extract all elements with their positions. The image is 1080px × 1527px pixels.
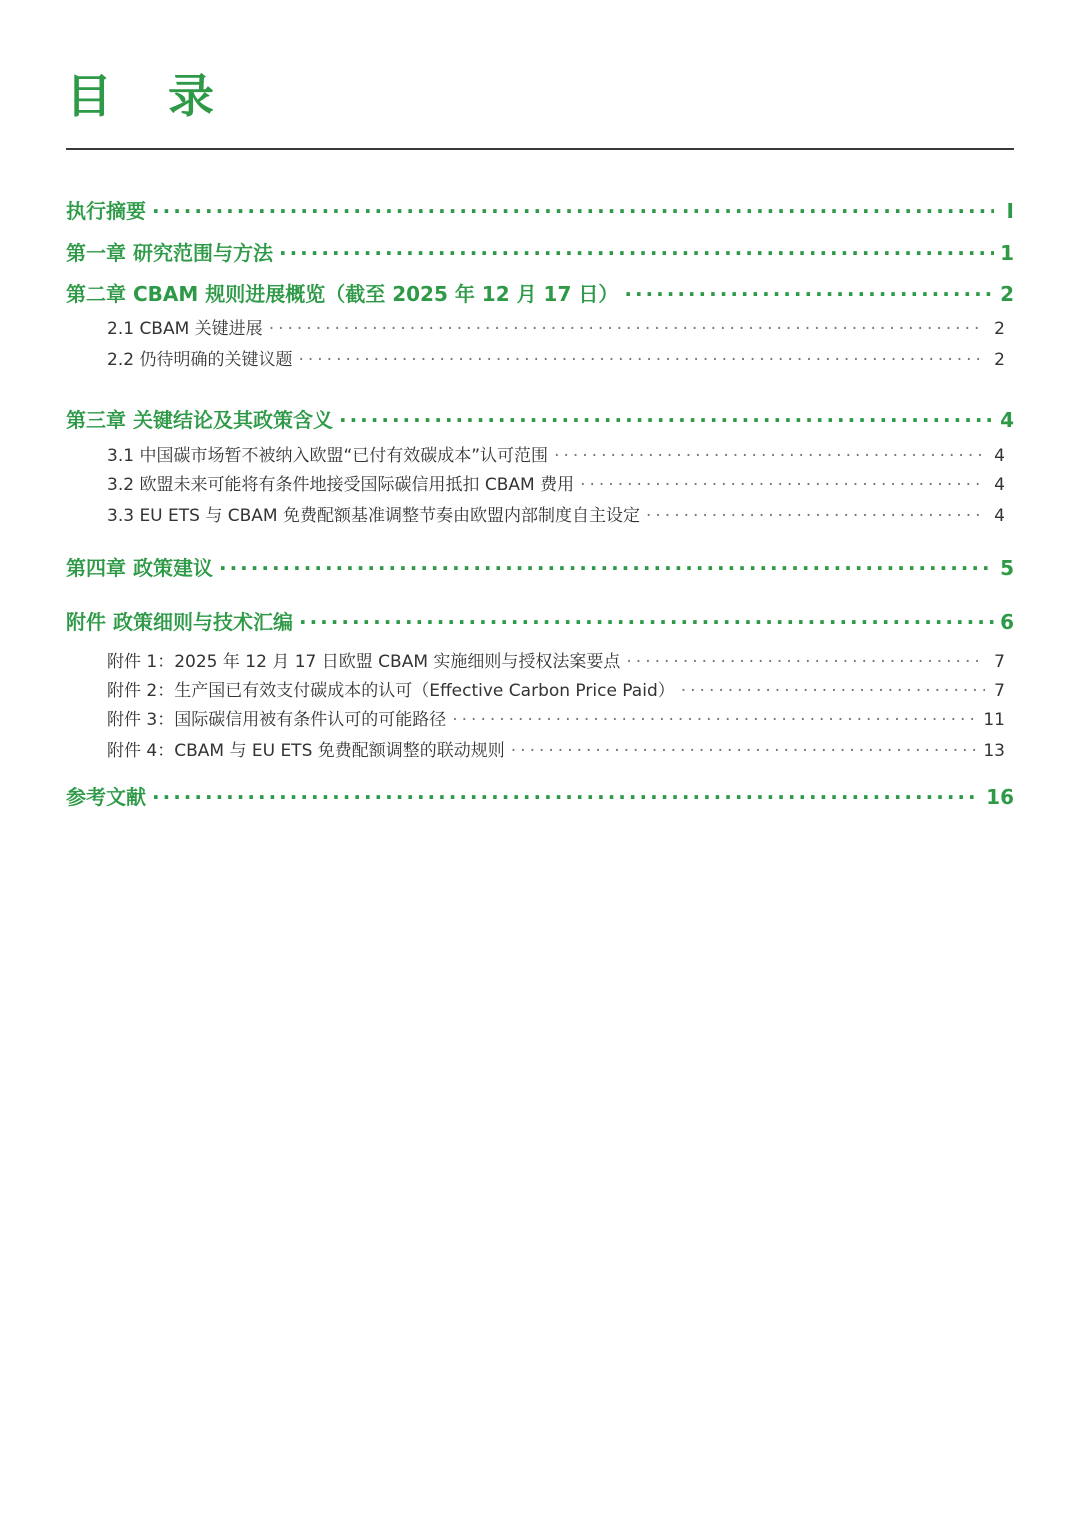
toc-entry-appendix-4[interactable] bbox=[107, 738, 1005, 764]
toc-page-number: 13 bbox=[983, 741, 1005, 761]
toc-entry-label: 第四章 政策建议 bbox=[66, 556, 213, 580]
toc-entry-references[interactable] bbox=[66, 782, 1014, 812]
toc-entry-executive-summary[interactable] bbox=[66, 196, 1014, 226]
page-title: 目 录 bbox=[66, 69, 235, 123]
toc-entry-appendix[interactable] bbox=[66, 607, 1014, 637]
toc-page-number: 4 bbox=[994, 506, 1005, 526]
toc-page-number: 6 bbox=[1000, 610, 1014, 634]
toc-entry-section-3-3[interactable] bbox=[107, 503, 1005, 529]
toc-page-number: 11 bbox=[983, 710, 1005, 730]
toc-entry-label: 第一章 研究范围与方法 bbox=[66, 241, 273, 265]
toc-entry-chapter-3[interactable] bbox=[66, 405, 1014, 435]
toc-entry-label: 附件 4：CBAM 与 EU ETS 免费配额调整的联动规则 bbox=[107, 741, 505, 761]
toc-entry-label: 第二章 CBAM 规则进展概览（截至 2025 年 12 月 17 日） bbox=[66, 282, 619, 306]
toc-entry-label: 参考文献 bbox=[66, 785, 146, 809]
toc-entry-label: 第三章 关键结论及其政策含义 bbox=[66, 408, 333, 432]
dot-leader bbox=[152, 196, 994, 226]
toc-entry-label: 2.1 CBAM 关键进展 bbox=[107, 319, 263, 339]
toc-page-number: I bbox=[1006, 199, 1014, 223]
toc-page-number: 7 bbox=[994, 652, 1005, 672]
toc-entry-label: 2.2 仍待明确的关键议题 bbox=[107, 350, 293, 370]
toc-entry-appendix-1[interactable] bbox=[107, 649, 1005, 675]
dot-leader bbox=[452, 707, 977, 733]
dot-leader bbox=[646, 503, 985, 529]
dot-leader bbox=[339, 405, 994, 435]
dot-leader bbox=[626, 649, 985, 675]
toc-page-number: 1 bbox=[1000, 241, 1014, 265]
toc-entry-appendix-2[interactable] bbox=[107, 678, 1005, 704]
toc-entry-label: 3.2 欧盟未来可能将有条件地接受国际碳信用抵扣 CBAM 费用 bbox=[107, 475, 575, 495]
toc-entry-section-2-2[interactable] bbox=[107, 347, 1005, 373]
toc-page-number: 2 bbox=[994, 319, 1005, 339]
toc-entry-label: 附件 3：国际碳信用被有条件认可的可能路径 bbox=[107, 710, 447, 730]
toc-entry-section-3-1[interactable] bbox=[107, 443, 1005, 469]
dot-leader bbox=[299, 607, 994, 637]
toc-page-number: 5 bbox=[1000, 556, 1014, 580]
dot-leader bbox=[511, 738, 978, 764]
toc-entry-label: 附件 2：生产国已有效支付碳成本的认可（Effective Carbon Price Paid） bbox=[107, 681, 675, 701]
toc-entry-label: 附件 政策细则与技术汇编 bbox=[66, 610, 293, 634]
toc-entry-label: 3.3 EU ETS 与 CBAM 免费配额基准调整节奏由欧盟内部制度自主设定 bbox=[107, 506, 640, 526]
toc-page-number: 4 bbox=[1000, 408, 1014, 432]
toc-entry-label: 执行摘要 bbox=[66, 199, 146, 223]
toc-page-number: 16 bbox=[986, 785, 1014, 809]
dot-leader bbox=[624, 279, 994, 309]
dot-leader bbox=[269, 316, 985, 342]
dot-leader bbox=[219, 553, 994, 583]
dot-leader bbox=[580, 472, 985, 498]
dot-leader bbox=[681, 678, 985, 704]
toc-entry-label: 附件 1：2025 年 12 月 17 日欧盟 CBAM 实施细则与授权法案要点 bbox=[107, 652, 621, 672]
title-divider bbox=[66, 148, 1014, 150]
toc-entry-section-3-2[interactable] bbox=[107, 472, 1005, 498]
toc-entry-section-2-1[interactable] bbox=[107, 316, 1005, 342]
toc-entry-label: 3.1 中国碳市场暂不被纳入欧盟“已付有效碳成本”认可范围 bbox=[107, 446, 549, 466]
toc-entry-chapter-4[interactable] bbox=[66, 553, 1014, 583]
toc-entry-chapter-1[interactable] bbox=[66, 238, 1014, 268]
dot-leader bbox=[279, 238, 994, 268]
toc-page-number: 2 bbox=[1000, 282, 1014, 306]
dot-leader bbox=[298, 347, 985, 373]
toc-page-number: 4 bbox=[994, 446, 1005, 466]
dot-leader bbox=[554, 443, 985, 469]
dot-leader bbox=[152, 782, 980, 812]
toc-page-number: 4 bbox=[994, 475, 1005, 495]
toc-entry-appendix-3[interactable] bbox=[107, 707, 1005, 733]
toc-entry-chapter-2[interactable] bbox=[66, 279, 1014, 309]
toc-page-number: 7 bbox=[994, 681, 1005, 701]
toc-page-number: 2 bbox=[994, 350, 1005, 370]
